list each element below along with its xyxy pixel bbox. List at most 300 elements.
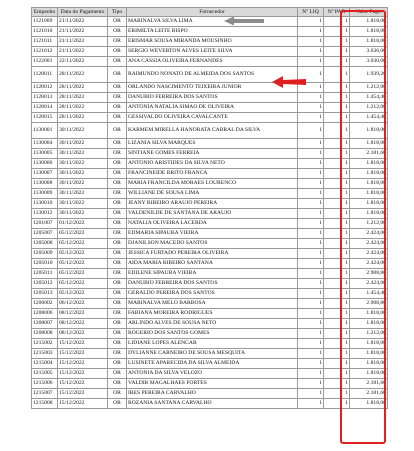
cell-data-pagamento: 28/11/2022 — [58, 113, 108, 123]
cell-valor-pago: 1.818,00 — [350, 319, 388, 329]
cell-empenho: 1128013 — [32, 93, 58, 103]
cell-valor-pago: 2.424,00 — [350, 279, 388, 289]
cell-fornecedor: VALDENILDE DE SANTANA DE ARAUJO — [127, 209, 298, 219]
cell-data-pagamento: 05/12/2022 — [58, 249, 108, 259]
cell-liq: 1 — [298, 27, 324, 37]
cell-data-pagamento: 15/12/2022 — [58, 349, 108, 359]
cell-tipo: OR — [108, 149, 127, 159]
header-valor-pago: Valor Pago — [350, 8, 388, 17]
cell-empenho: 1130009 — [32, 189, 58, 199]
cell-empenho: 1128012 — [32, 83, 58, 93]
cell-tipo: OR — [108, 159, 127, 169]
cell-par: 1 — [324, 339, 350, 349]
cell-valor-pago: 1.818,00 — [350, 37, 388, 47]
cell-tipo: OR — [108, 309, 127, 319]
cell-tipo: OR — [108, 47, 127, 57]
cell-empenho: 1208008 — [32, 329, 58, 339]
cell-liq: 1 — [298, 239, 324, 249]
cell-empenho: 1205007 — [32, 229, 58, 239]
cell-empenho: 1205011 — [32, 269, 58, 279]
cell-liq: 1 — [298, 389, 324, 399]
cell-valor-pago: 2.424,00 — [350, 239, 388, 249]
cell-valor-pago: 2.424,00 — [350, 259, 388, 269]
cell-par: 1 — [324, 229, 350, 239]
cell-data-pagamento: 08/12/2022 — [58, 329, 108, 339]
table-row — [32, 199, 388, 209]
cell-liq: 1 — [298, 179, 324, 189]
cell-empenho: 1130006 — [32, 159, 58, 169]
cell-valor-pago: 1.818,00 — [350, 199, 388, 209]
cell-empenho: 1215007 — [32, 389, 58, 399]
cell-tipo: OR — [108, 219, 127, 229]
cell-liq: 1 — [298, 249, 324, 259]
cell-valor-pago: 2.424,00 — [350, 249, 388, 259]
cell-empenho: 1121011 — [32, 37, 58, 47]
cell-tipo: OR — [108, 389, 127, 399]
cell-par: 1 — [324, 319, 350, 329]
cell-par: 1 — [324, 309, 350, 319]
cell-valor-pago: 1.818,00 — [350, 139, 388, 149]
cell-liq: 1 — [298, 159, 324, 169]
cell-par: 1 — [324, 329, 350, 339]
cell-tipo: OR — [108, 239, 127, 249]
header-data-pagamento: Data do Pagamento — [58, 8, 108, 17]
cell-valor-pago: 1.818,00 — [350, 339, 388, 349]
cell-tipo: OR — [108, 299, 127, 309]
header-fornecedor: Fornecedor — [127, 8, 298, 17]
cell-par: 1 — [324, 219, 350, 229]
cell-tipo: OR — [108, 399, 127, 409]
cell-data-pagamento: 30/11/2022 — [58, 169, 108, 179]
cell-fornecedor: WILLIANE DE SOUSA LIMA — [127, 189, 298, 199]
cell-liq: 1 — [298, 259, 324, 269]
cell-empenho: 1130007 — [32, 169, 58, 179]
cell-liq: 1 — [298, 309, 324, 319]
table-row — [32, 249, 388, 259]
cell-liq: 1 — [298, 189, 324, 199]
cell-data-pagamento: 05/12/2022 — [58, 229, 108, 239]
cell-fornecedor: SERGIO WEVERTON ALVES LEITE SILVA — [127, 47, 298, 57]
cell-liq: 1 — [298, 359, 324, 369]
cell-fornecedor: ARLINDO ALVES DE SOUSA NETO — [127, 319, 298, 329]
cell-data-pagamento: 06/12/2022 — [58, 299, 108, 309]
cell-par: 1 — [324, 123, 350, 139]
cell-data-pagamento: 05/12/2022 — [58, 259, 108, 269]
cell-fornecedor: VALDIR MAGALHAES FORTES — [127, 379, 298, 389]
cell-fornecedor: ERISMAR SOUSA MIRANDA MOUSINHO — [127, 37, 298, 47]
cell-liq: 1 — [298, 93, 324, 103]
cell-tipo: OR — [108, 349, 127, 359]
cell-liq: 1 — [298, 319, 324, 329]
cell-par: 1 — [324, 37, 350, 47]
cell-empenho: 1128015 — [32, 113, 58, 123]
cell-data-pagamento: 30/11/2022 — [58, 189, 108, 199]
cell-par: 1 — [324, 369, 350, 379]
table-row — [32, 399, 388, 409]
cell-fornecedor: IRES PEREIRA CARVALHO — [127, 389, 298, 399]
cell-empenho: 1128011 — [32, 67, 58, 83]
cell-data-pagamento: 30/11/2022 — [58, 199, 108, 209]
cell-par: 1 — [324, 279, 350, 289]
cell-tipo: OR — [108, 67, 127, 83]
cell-data-pagamento: 30/11/2022 — [58, 123, 108, 139]
cell-liq: 1 — [298, 149, 324, 159]
cell-fornecedor: DJANILSON MACEDO SANTOS — [127, 239, 298, 249]
table-row — [32, 279, 388, 289]
table-row — [32, 27, 388, 37]
cell-liq: 1 — [298, 209, 324, 219]
cell-data-pagamento: 30/11/2022 — [58, 179, 108, 189]
cell-fornecedor: MARINALVA MELO BARBOSA — [127, 299, 298, 309]
cell-empenho: 1130001 — [32, 123, 58, 139]
cell-par: 1 — [324, 269, 350, 279]
cell-liq: 1 — [298, 299, 324, 309]
cell-empenho: 1215003 — [32, 349, 58, 359]
cell-tipo: OR — [108, 199, 127, 209]
cell-fornecedor: EDMARIA SIPAUBA VIEIRA — [127, 229, 298, 239]
cell-tipo: OR — [108, 57, 127, 67]
cell-tipo: OR — [108, 17, 127, 27]
cell-valor-pago: 1.939,20 — [350, 67, 388, 83]
cell-valor-pago: 1.454,40 — [350, 113, 388, 123]
cell-liq: 1 — [298, 329, 324, 339]
table-row — [32, 309, 388, 319]
cell-tipo: OR — [108, 289, 127, 299]
cell-valor-pago: 1.818,00 — [350, 123, 388, 139]
cell-data-pagamento: 30/11/2022 — [58, 139, 108, 149]
cell-data-pagamento: 28/11/2022 — [58, 83, 108, 93]
cell-par: 1 — [324, 299, 350, 309]
cell-liq: 1 — [298, 67, 324, 83]
cell-data-pagamento: 08/12/2022 — [58, 319, 108, 329]
cell-fornecedor: FABIANA MOREIRA RODRIGUES — [127, 309, 298, 319]
table-row — [32, 169, 388, 179]
cell-par: 1 — [324, 179, 350, 189]
table-body — [32, 17, 388, 409]
cell-valor-pago: 3.030,00 — [350, 57, 388, 67]
cell-empenho: 1201007 — [32, 219, 58, 229]
cell-tipo: OR — [108, 139, 127, 149]
cell-tipo: OR — [108, 359, 127, 369]
cell-liq: 1 — [298, 399, 324, 409]
cell-liq: 1 — [298, 269, 324, 279]
table-row — [32, 259, 388, 269]
table-row — [32, 329, 388, 339]
cell-liq: 1 — [298, 229, 324, 239]
table-row — [32, 379, 388, 389]
cell-valor-pago: 1.818,00 — [350, 27, 388, 37]
table-row — [32, 37, 388, 47]
cell-fornecedor: ANA CASSIA OLIVEIRA FERNANDES — [127, 57, 298, 67]
payments-table — [31, 7, 388, 409]
cell-valor-pago: 1.818,00 — [350, 17, 388, 27]
cell-data-pagamento: 15/12/2022 — [58, 369, 108, 379]
table-row — [32, 17, 388, 27]
cell-par: 1 — [324, 249, 350, 259]
cell-data-pagamento: 15/12/2022 — [58, 389, 108, 399]
table-row — [32, 47, 388, 57]
cell-valor-pago: 1.818,00 — [350, 309, 388, 319]
cell-empenho: 1121012 — [32, 47, 58, 57]
cell-valor-pago: 1.818,00 — [350, 189, 388, 199]
table-row — [32, 139, 388, 149]
cell-valor-pago: 1.818,00 — [350, 349, 388, 359]
cell-data-pagamento: 05/12/2022 — [58, 289, 108, 299]
cell-data-pagamento: 21/11/2022 — [58, 27, 108, 37]
cell-data-pagamento: 28/11/2022 — [58, 103, 108, 113]
cell-par: 1 — [324, 139, 350, 149]
table-row — [32, 189, 388, 199]
cell-par: 1 — [324, 149, 350, 159]
cell-data-pagamento: 05/12/2022 — [58, 239, 108, 249]
cell-fornecedor: RAIMUNDO NONATO DE ALMEIDA DOS SANTOS — [127, 67, 298, 83]
table-row — [32, 239, 388, 249]
cell-par: 1 — [324, 57, 350, 67]
table-row — [32, 359, 388, 369]
cell-par: 1 — [324, 199, 350, 209]
cell-liq: 1 — [298, 123, 324, 139]
header-par: Nº PAR — [324, 8, 350, 17]
table-row — [32, 113, 388, 123]
cell-data-pagamento: 21/11/2022 — [58, 47, 108, 57]
table-row — [32, 159, 388, 169]
cell-par: 1 — [324, 113, 350, 123]
grey-arrow-icon — [222, 15, 266, 27]
cell-par: 1 — [324, 259, 350, 269]
cell-empenho: 1215005 — [32, 369, 58, 379]
cell-par: 1 — [324, 93, 350, 103]
cell-tipo: OR — [108, 123, 127, 139]
cell-tipo: OR — [108, 269, 127, 279]
cell-liq: 1 — [298, 169, 324, 179]
cell-valor-pago: 2.181,60 — [350, 379, 388, 389]
cell-empenho: 1130010 — [32, 199, 58, 209]
cell-tipo: OR — [108, 103, 127, 113]
cell-tipo: OR — [108, 27, 127, 37]
cell-data-pagamento: 28/11/2022 — [58, 67, 108, 83]
cell-valor-pago: 2.908,80 — [350, 299, 388, 309]
cell-data-pagamento: 15/12/2022 — [58, 379, 108, 389]
cell-fornecedor: DANUBIO FERREIRA DOS SANTOS — [127, 93, 298, 103]
cell-par: 1 — [324, 209, 350, 219]
table-row — [32, 83, 388, 93]
table-row — [32, 369, 388, 379]
cell-empenho: 1208006 — [32, 309, 58, 319]
cell-data-pagamento: 30/11/2022 — [58, 209, 108, 219]
cell-par: 1 — [324, 189, 350, 199]
cell-valor-pago: 1.212,00 — [350, 103, 388, 113]
cell-empenho: 1121010 — [32, 27, 58, 37]
cell-liq: 1 — [298, 289, 324, 299]
cell-empenho: 1206002 — [32, 299, 58, 309]
cell-par: 1 — [324, 399, 350, 409]
cell-tipo: OR — [108, 369, 127, 379]
cell-valor-pago: 3.636,00 — [350, 47, 388, 57]
cell-fornecedor: MARIA FRANCILDA MORAES LOURENCO — [127, 179, 298, 189]
cell-empenho: 1205010 — [32, 259, 58, 269]
cell-par: 1 — [324, 359, 350, 369]
payments-sheet — [31, 7, 387, 409]
cell-tipo: OR — [108, 179, 127, 189]
cell-liq: 1 — [298, 103, 324, 113]
cell-par: 1 — [324, 17, 350, 27]
cell-data-pagamento: 21/11/2022 — [58, 17, 108, 27]
cell-data-pagamento: 15/12/2022 — [58, 339, 108, 349]
red-arrow-icon — [270, 74, 308, 90]
cell-fornecedor: GESSIVALDO OLIVEIRA CAVALCANTE — [127, 113, 298, 123]
cell-tipo: OR — [108, 249, 127, 259]
cell-valor-pago: 1.454,40 — [350, 93, 388, 103]
cell-valor-pago: 2.424,00 — [350, 229, 388, 239]
cell-liq: 1 — [298, 199, 324, 209]
cell-tipo: OR — [108, 169, 127, 179]
cell-tipo: OR — [108, 339, 127, 349]
cell-liq: 1 — [298, 349, 324, 359]
cell-empenho: 1215006 — [32, 379, 58, 389]
table-row — [32, 67, 388, 83]
cell-fornecedor: ANTONIA DA SILVA VELOZO — [127, 369, 298, 379]
cell-data-pagamento: 05/12/2022 — [58, 279, 108, 289]
cell-tipo: OR — [108, 209, 127, 219]
table-row — [32, 349, 388, 359]
cell-data-pagamento: 28/11/2022 — [58, 93, 108, 103]
cell-empenho: 1215008 — [32, 399, 58, 409]
cell-valor-pago: 2.908,80 — [350, 269, 388, 279]
cell-liq: 1 — [298, 139, 324, 149]
cell-fornecedor: MARINALVA SILVA LIMA — [127, 17, 298, 27]
cell-fornecedor: AIDA MARIA RIBEIRO SANTANA — [127, 259, 298, 269]
table-row — [32, 149, 388, 159]
cell-fornecedor: LIDIANE LOPES ALENCAR — [127, 339, 298, 349]
cell-data-pagamento: 08/12/2022 — [58, 309, 108, 319]
cell-fornecedor: KARMEM MIRELLA HANORATA CABRAL DA SILVA — [127, 123, 298, 139]
cell-par: 1 — [324, 83, 350, 93]
cell-tipo: OR — [108, 259, 127, 269]
table-row — [32, 219, 388, 229]
cell-fornecedor: FRANCINEIDE BRITO FRANCA — [127, 169, 298, 179]
cell-par: 1 — [324, 67, 350, 83]
cell-liq: 1 — [298, 113, 324, 123]
cell-par: 1 — [324, 349, 350, 359]
cell-liq: 1 — [298, 83, 324, 93]
cell-empenho: 1215004 — [32, 359, 58, 369]
cell-liq: 1 — [298, 219, 324, 229]
cell-fornecedor: ANTONIA NATALIA SIMAO DE OLIVEIRA — [127, 103, 298, 113]
cell-tipo: OR — [108, 379, 127, 389]
header-tipo: Tipo — [108, 8, 127, 17]
cell-empenho: 1122001 — [32, 57, 58, 67]
cell-par: 1 — [324, 27, 350, 37]
cell-liq: 1 — [298, 17, 324, 27]
cell-valor-pago: 1.212,00 — [350, 329, 388, 339]
cell-valor-pago: 1.818,00 — [350, 369, 388, 379]
cell-liq: 1 — [298, 47, 324, 57]
cell-empenho: 1128014 — [32, 103, 58, 113]
cell-valor-pago: 1.212,00 — [350, 83, 388, 93]
cell-empenho: 1130004 — [32, 139, 58, 149]
cell-valor-pago: 1.818,00 — [350, 359, 388, 369]
cell-valor-pago: 2.181,60 — [350, 149, 388, 159]
cell-valor-pago: 1.818,00 — [350, 399, 388, 409]
cell-data-pagamento: 21/11/2022 — [58, 37, 108, 47]
cell-par: 1 — [324, 169, 350, 179]
cell-liq: 1 — [298, 57, 324, 67]
cell-fornecedor: GERALDO PEREIRA DOS SANTOS — [127, 289, 298, 299]
cell-liq: 1 — [298, 339, 324, 349]
cell-tipo: OR — [108, 93, 127, 103]
cell-tipo: OR — [108, 189, 127, 199]
cell-tipo: OR — [108, 37, 127, 47]
valor-pago-highlight-box — [340, 10, 386, 444]
cell-fornecedor: JESSICA FURTADO PEREIRA OLIVEIRA — [127, 249, 298, 259]
cell-tipo: OR — [108, 113, 127, 123]
header-empenho: Empenho — [32, 8, 58, 17]
cell-par: 1 — [324, 289, 350, 299]
cell-tipo: OR — [108, 229, 127, 239]
cell-valor-pago: 1.454,40 — [350, 289, 388, 299]
cell-tipo: OR — [108, 83, 127, 93]
cell-fornecedor: LUSINETE APARECIDA DA SILVA ALMEIDA — [127, 359, 298, 369]
cell-empenho: 1205013 — [32, 289, 58, 299]
table-row — [32, 389, 388, 399]
cell-liq: 1 — [298, 379, 324, 389]
cell-par: 1 — [324, 103, 350, 113]
cell-tipo: OR — [108, 279, 127, 289]
table-row — [32, 57, 388, 67]
cell-data-pagamento: 15/12/2022 — [58, 399, 108, 409]
cell-fornecedor: DANUBIO FERREIRA DOS SANTOS — [127, 279, 298, 289]
table-row — [32, 103, 388, 113]
cell-liq: 1 — [298, 37, 324, 47]
cell-par: 1 — [324, 47, 350, 57]
cell-par: 1 — [324, 159, 350, 169]
cell-valor-pago: 1.818,00 — [350, 179, 388, 189]
cell-liq: 1 — [298, 369, 324, 379]
cell-empenho: 1215002 — [32, 339, 58, 349]
cell-data-pagamento: 01/12/2022 — [58, 219, 108, 229]
cell-empenho: 1130008 — [32, 179, 58, 189]
cell-fornecedor: ORLANDO NASCIMENTO TEIXEIRA JUNIOR — [127, 83, 298, 93]
cell-empenho: 1121009 — [32, 17, 58, 27]
cell-fornecedor: ROGERIO DOS SANTOS GOMES — [127, 329, 298, 339]
table-row — [32, 123, 388, 139]
cell-tipo: OR — [108, 329, 127, 339]
table-row — [32, 209, 388, 219]
cell-valor-pago: 1.212,00 — [350, 219, 388, 229]
cell-data-pagamento: 05/12/2022 — [58, 269, 108, 279]
table-row — [32, 319, 388, 329]
cell-fornecedor: EDILENE SIPAUBA VIEIRA — [127, 269, 298, 279]
cell-valor-pago: 2.181,60 — [350, 389, 388, 399]
cell-empenho: 1130012 — [32, 209, 58, 219]
cell-liq: 1 — [298, 279, 324, 289]
header-liq: Nº LIQ — [298, 8, 324, 17]
cell-par: 1 — [324, 389, 350, 399]
cell-data-pagamento: 30/11/2022 — [58, 149, 108, 159]
cell-fornecedor: LIZANIA SILVA MARQUES — [127, 139, 298, 149]
table-row — [32, 299, 388, 309]
cell-data-pagamento: 22/11/2022 — [58, 57, 108, 67]
table-row — [32, 269, 388, 279]
table-row — [32, 179, 388, 189]
table-header-row — [32, 8, 388, 17]
cell-data-pagamento: 15/12/2022 — [58, 359, 108, 369]
cell-empenho: 1130005 — [32, 149, 58, 159]
cell-fornecedor: NATALIA OLIVEIRA LACERDA — [127, 219, 298, 229]
cell-valor-pago: 1.818,00 — [350, 159, 388, 169]
cell-empenho: 1208007 — [32, 319, 58, 329]
table-row — [32, 289, 388, 299]
